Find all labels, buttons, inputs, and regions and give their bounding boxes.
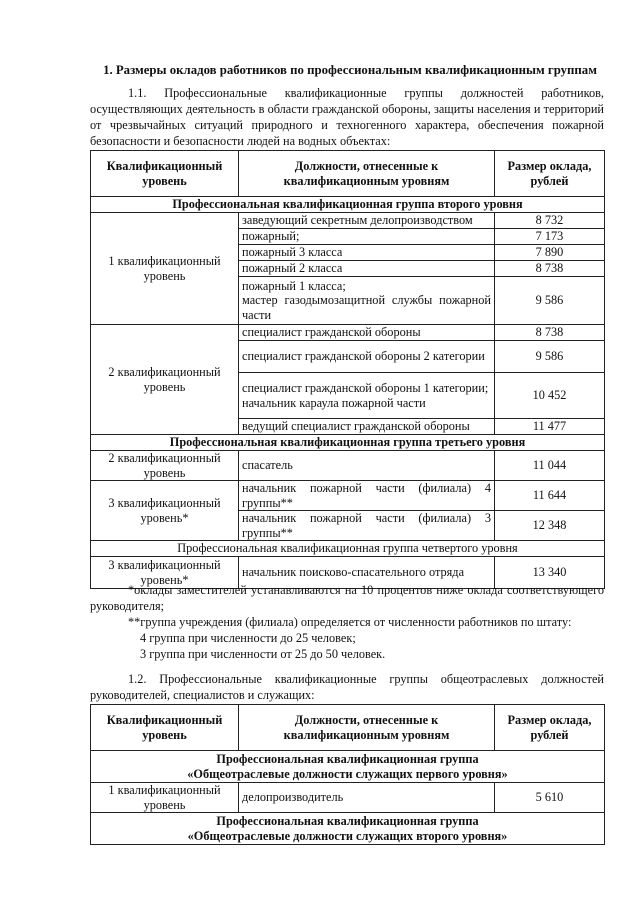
salary-cell: 11 644 [495, 481, 605, 511]
level-cell: 1 квалификационный уровень [91, 783, 239, 813]
position-line: специалист гражданской обороны 1 категории; [242, 381, 489, 395]
salary-cell: 9 586 [495, 341, 605, 373]
table-row [91, 325, 605, 341]
header-salary: Размер оклада, рублей [495, 151, 605, 197]
position-cell: делопроизводитель [239, 783, 495, 813]
group-title-line: Профессиональная квалификационная группа [216, 752, 479, 766]
position-cell: начальник поисково-спасательного отряда [239, 557, 495, 589]
level-cell: 3 квалификационный уровень* [91, 557, 239, 589]
group-title: Профессиональная квалификационная группа третьего уровня [91, 435, 605, 451]
salary-cell: 13 340 [495, 557, 605, 589]
footnote-group-3: 3 группа при численности от 25 до 50 человек. [140, 647, 386, 661]
header-positions: Должности, отнесенные к квалификационным уровням [239, 705, 495, 751]
group-row [91, 751, 605, 783]
salary-cell: 11 044 [495, 451, 605, 481]
salary-cell: 7 173 [495, 229, 605, 245]
table-row [91, 451, 605, 481]
paragraph-1-1: 1.1. Профессиональные квалификационные группы должностей работников, осуществляющих деятельность в области гражданской обороны, защиты населения и территорий от чрезвычайных ситуаций природного и техногенного характера, обеспечения пожарной безопасности и безопасности людей на водных объектах: [90, 86, 604, 148]
position-cell: пожарный 2 класса [239, 261, 495, 277]
salary-cell: 9 586 [495, 277, 605, 325]
position-cell: начальник пожарной части (филиала) 3 группы** [239, 511, 495, 541]
position-cell: начальник пожарной части (филиала) 4 группы** [239, 481, 495, 511]
group-title: Профессиональная квалификационная группа четвертого уровня [91, 541, 605, 557]
level-cell: 3 квалификационный уровень* [91, 481, 239, 541]
position-cell [239, 373, 495, 419]
paragraph-1-2: 1.2. Профессиональные квалификационные группы общеотраслевых должностей руководителей, специалистов и служащих: [90, 672, 604, 702]
group-title [91, 751, 605, 783]
footnote-group: **группа учреждения (филиала) определяется от численности работников по штату: [128, 615, 572, 629]
position-line: пожарный 1 класса; [242, 278, 346, 293]
header-level: Квалификационный уровень [91, 705, 239, 751]
salary-cell: 12 348 [495, 511, 605, 541]
salary-cell: 7 890 [495, 245, 605, 261]
level-cell: 1 квалификационный уровень [91, 213, 239, 325]
position-cell [239, 277, 495, 325]
group-row [91, 197, 605, 213]
header-salary: Размер оклада, рублей [495, 705, 605, 751]
position-cell: специалист гражданской обороны 2 категории [239, 341, 495, 373]
table-row [91, 783, 605, 813]
group-title: Профессиональная квалификационная группа второго уровня [91, 197, 605, 213]
salary-cell: 10 452 [495, 373, 605, 419]
position-cell: ведущий специалист гражданской обороны [239, 419, 495, 435]
section-heading: 1. Размеры окладов работников по профессиональным квалификационным группам [103, 63, 597, 77]
table-header-row [91, 705, 605, 751]
salary-table-general [90, 704, 605, 845]
table-header-row [91, 151, 605, 197]
salary-cell: 8 738 [495, 325, 605, 341]
position-cell: специалист гражданской обороны [239, 325, 495, 341]
header-level: Квалификационный уровень [91, 151, 239, 197]
group-row [91, 435, 605, 451]
salary-cell: 8 732 [495, 213, 605, 229]
position-line: мастер газодымозащитной службы пожарной части [242, 293, 491, 322]
group-title-line: Профессиональная квалификационная группа [216, 814, 479, 828]
salary-cell: 11 477 [495, 419, 605, 435]
position-cell: пожарный; [239, 229, 495, 245]
position-cell: заведующий секретным делопроизводством [239, 213, 495, 229]
footnote-group-4: 4 группа при численности до 25 человек; [140, 631, 356, 645]
group-title-line: «Общеотраслевые должности служащих первого уровня» [187, 766, 508, 781]
level-cell: 2 квалификационный уровень [91, 325, 239, 435]
group-title-line: «Общеотраслевые должности служащих второго уровня» [187, 828, 508, 843]
position-line: начальник караула пожарной части [242, 395, 426, 410]
header-positions: Должности, отнесенные к квалификационным уровням [239, 151, 495, 197]
table-row [91, 481, 605, 511]
group-row [91, 541, 605, 557]
salary-cell: 8 738 [495, 261, 605, 277]
group-row [91, 813, 605, 845]
group-title [91, 813, 605, 845]
position-cell: спасатель [239, 451, 495, 481]
table-row [91, 213, 605, 229]
position-cell: пожарный 3 класса [239, 245, 495, 261]
salary-cell: 5 610 [495, 783, 605, 813]
level-cell: 2 квалификационный уровень [91, 451, 239, 481]
salary-table-civil-defense [90, 150, 605, 589]
footnote-deputies: *оклады заместителей устанавливаются на 10 процентов ниже оклада соответствующего руководителя; [90, 583, 604, 613]
